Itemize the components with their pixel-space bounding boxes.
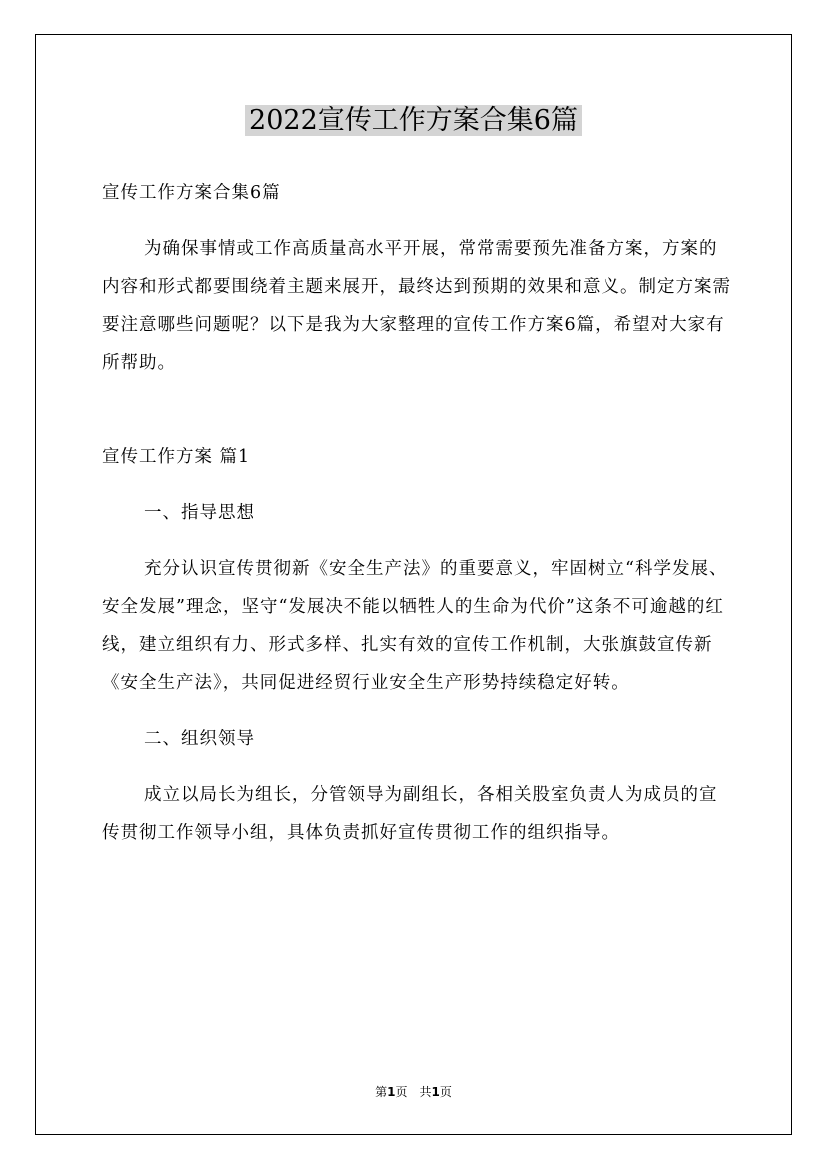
page-prefix: 第: [375, 1085, 388, 1099]
subsection-heading-organization: 二、组织领导: [144, 729, 255, 749]
page-mid-text: 页 共: [395, 1085, 432, 1099]
page-footer: [0, 1084, 827, 1100]
intro-paragraph: 为确保事情或工作高质量高水平开展，常常需要预先准备方案，方案的内容和形式都要围绕着主题来展开，最终达到预期的效果和意义。制定方案需要注意哪些问题呢？以下是我为大家整理的宣传工作方案6篇，希望对大家有所帮助。: [102, 239, 731, 373]
subsection-heading-guiding-thought: 一、指导思想: [144, 503, 255, 523]
organization-paragraph: 成立以局长为组长，分管领导为副组长，各相关股室负责人为成员的宣传贯彻工作领导小组，具体负责抓好宣传贯彻工作的组织指导。: [102, 785, 718, 843]
section-heading: 宣传工作方案 篇1: [102, 447, 251, 467]
document-title-text: 2022宣传工作方案合集6篇: [245, 105, 582, 136]
document-body: [102, 174, 732, 852]
document-subtitle: 宣传工作方案合集6篇: [102, 183, 281, 203]
total-page-number: 1: [431, 1085, 440, 1099]
document-title: [0, 100, 827, 142]
current-page-number: 1: [387, 1085, 396, 1099]
page-suffix: 页: [439, 1085, 452, 1099]
guiding-thought-paragraph: 充分认识宣传贯彻新《安全生产法》的重要意义，牢固树立“科学发展、安全发展”理念，坚守“发展决不能以牺牲人的生命为代价”这条不可逾越的红线，建立组织有力、形式多样、扎实有效的宣传工作机制，大张旗鼓宣传新《安全生产法》，共同促进经贸行业安全生产形势持续稳定好转。: [102, 559, 728, 693]
